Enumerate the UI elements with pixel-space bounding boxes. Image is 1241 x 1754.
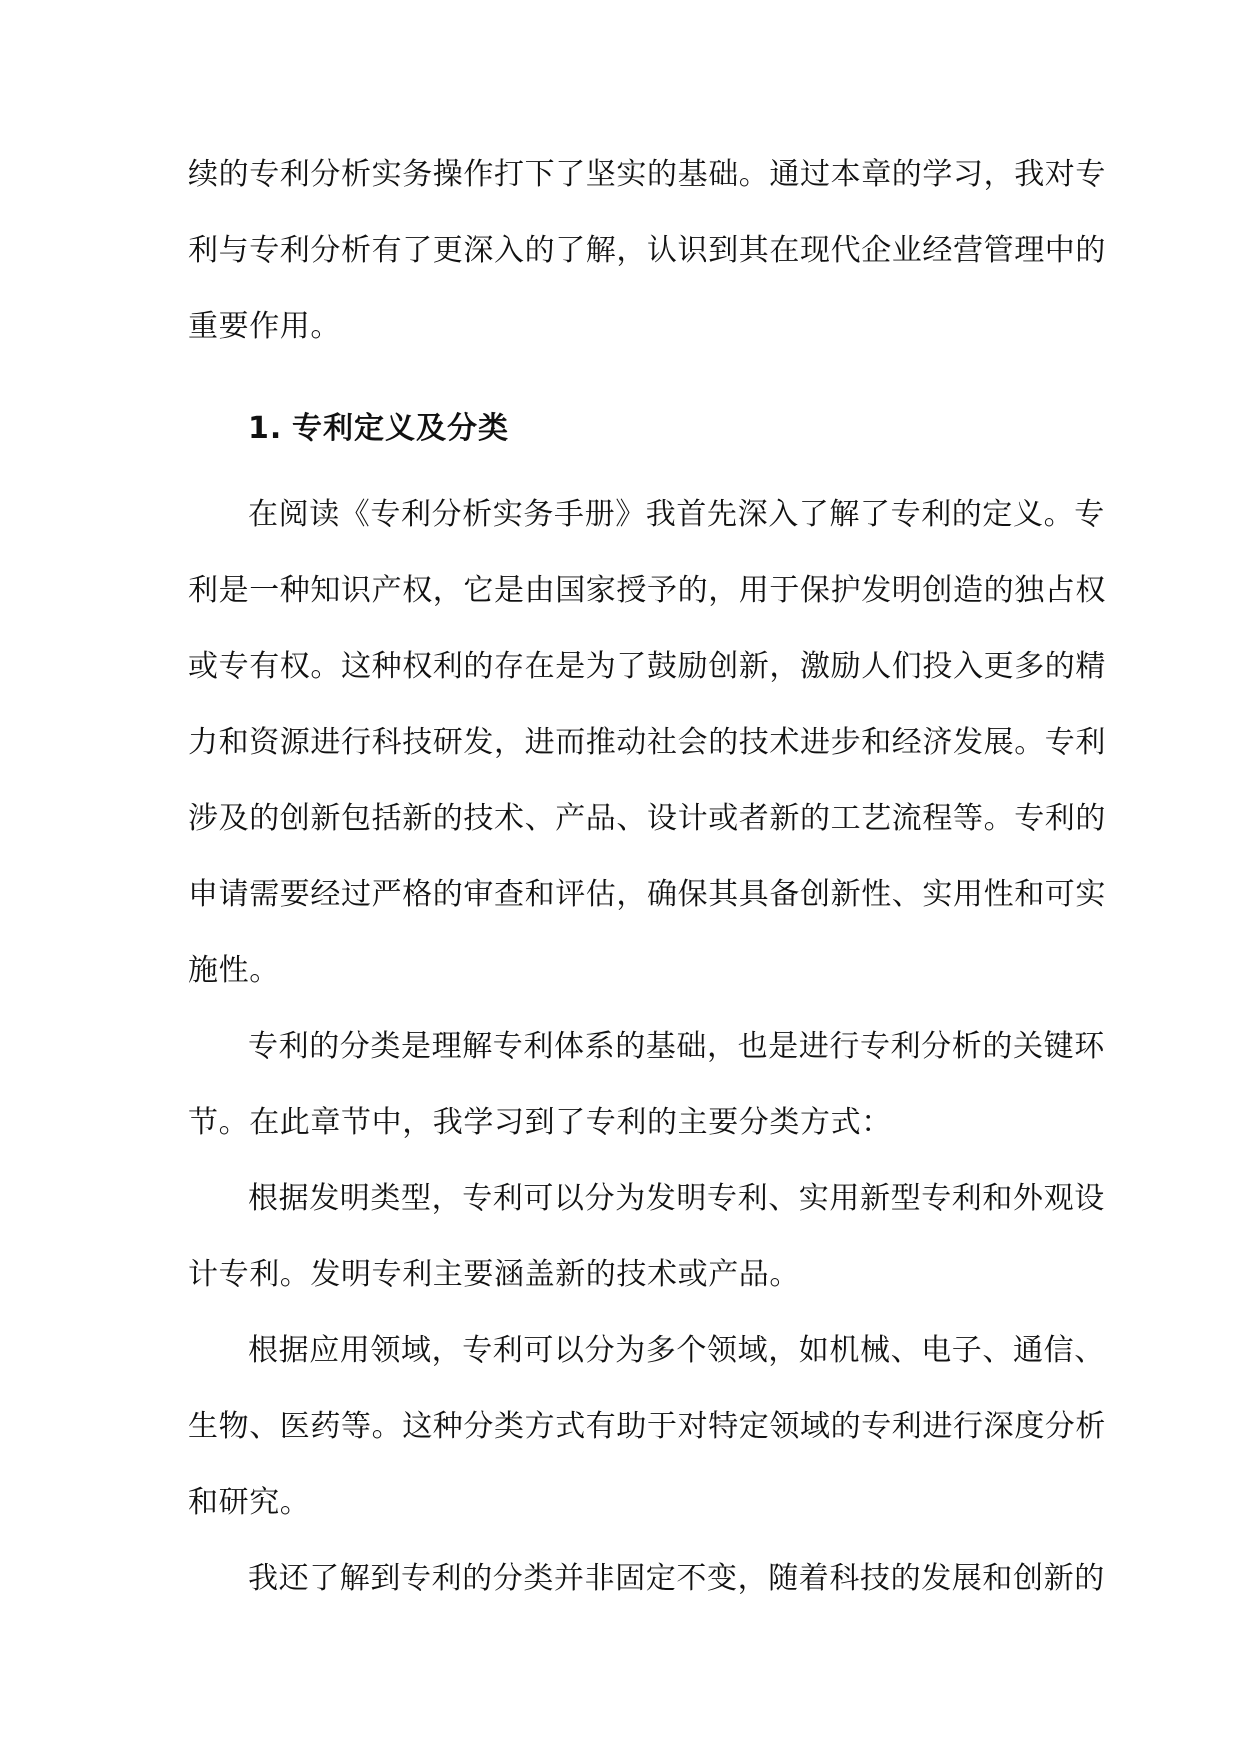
para5-line-1: 我还了解到专利的分类并非固定不变，随着科技的发展和创新的 xyxy=(248,1561,1105,1596)
intro-line-1: 续的专利分析实务操作打下了坚实的基础。通过本章的学习，我对专 xyxy=(188,157,1106,192)
para1-line-5: 涉及的创新包括新的技术、产品、设计或者新的工艺流程等。专利的 xyxy=(188,801,1106,836)
intro-line-2: 利与专利分析有了更深入的了解，认识到其在现代企业经营管理中的 xyxy=(188,233,1106,268)
intro-line-3: 重要作用。 xyxy=(188,309,341,344)
para1-line-4: 力和资源进行科技研发，进而推动社会的技术进步和经济发展。专利 xyxy=(188,725,1106,760)
para1-line-6: 申请需要经过严格的审查和评估，确保其具备创新性、实用性和可实 xyxy=(188,877,1106,912)
para4-line-2: 生物、医药等。这种分类方式有助于对特定领域的专利进行深度分析 xyxy=(188,1409,1106,1444)
para3-line-2: 计专利。发明专利主要涵盖新的技术或产品。 xyxy=(188,1257,800,1292)
section-heading xyxy=(188,396,1058,472)
para4-line-3: 和研究。 xyxy=(188,1485,311,1520)
para1-line-2: 利是一种知识产权，它是由国家授予的，用于保护发明创造的独占权 xyxy=(188,573,1106,608)
para2-line-1: 专利的分类是理解专利体系的基础，也是进行专利分析的关键环 xyxy=(248,1029,1105,1064)
section-number: 1. xyxy=(248,411,283,446)
para4-line-1: 根据应用领域，专利可以分为多个领域，如机械、电子、通信、 xyxy=(248,1333,1105,1368)
para3-line-1: 根据发明类型，专利可以分为发明专利、实用新型专利和外观设 xyxy=(248,1181,1105,1216)
para1-line-1: 在阅读《专利分析实务手册》我首先深入了解了专利的定义。专 xyxy=(248,497,1105,532)
document-body xyxy=(188,142,1106,1622)
para1-line-7: 施性。 xyxy=(188,953,280,988)
para2-line-2: 节。在此章节中，我学习到了专利的主要分类方式： xyxy=(188,1105,892,1140)
para1-line-3: 或专有权。这种权利的存在是为了鼓励创新，激励人们投入更多的精 xyxy=(188,649,1106,684)
section-title: 专利定义及分类 xyxy=(292,411,509,446)
